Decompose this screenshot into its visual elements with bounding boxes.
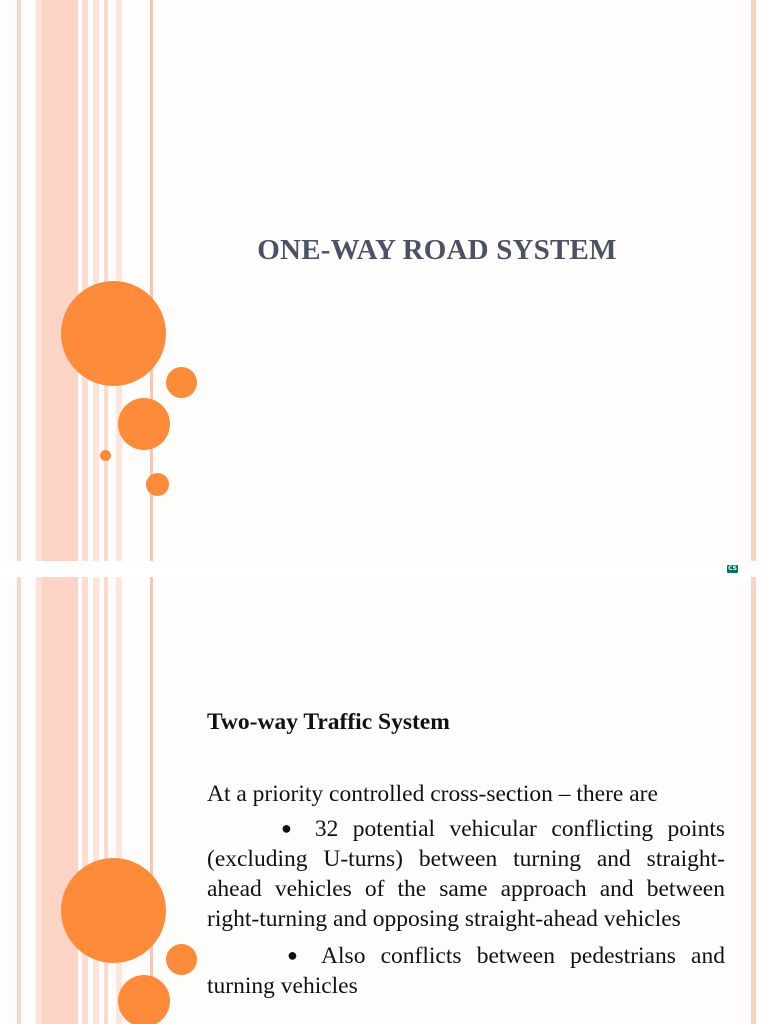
bullet-item bbox=[207, 940, 725, 1001]
decorative-circle bbox=[166, 944, 197, 975]
bullet-text: 32 potential vehicular conflicting points (excluding U-turns) between turning and straight-ahead vehicles of the same approach and between right-turning and opposing straight-ahead vehicles bbox=[207, 816, 726, 932]
decorative-stripe bbox=[82, 577, 88, 1024]
intro-text: At a priority controlled cross-section – there are bbox=[207, 781, 658, 807]
decorative-circle bbox=[118, 398, 170, 450]
slide-title: ONE-WAY ROAD SYSTEM bbox=[257, 234, 617, 266]
slide-content bbox=[207, 707, 725, 1001]
decorative-circle bbox=[146, 473, 169, 496]
decorative-stripe bbox=[17, 0, 21, 561]
decorative-stripe bbox=[150, 577, 153, 1024]
decorative-stripe bbox=[42, 577, 78, 1024]
decorative-circle bbox=[166, 367, 197, 398]
bullet-item bbox=[207, 813, 725, 934]
decorative-stripe bbox=[751, 577, 756, 1024]
decorative-stripe bbox=[82, 0, 88, 561]
slide-heading: Two-way Traffic System bbox=[207, 709, 450, 735]
decorative-circle bbox=[61, 858, 166, 963]
decorative-stripe bbox=[93, 0, 99, 561]
slide-2 bbox=[0, 577, 768, 1024]
bullet-text: Also conflicts between pedestrians and turning vehicles bbox=[207, 943, 725, 999]
decorative-stripe bbox=[17, 577, 21, 1024]
decorative-stripe bbox=[42, 0, 78, 561]
bullet-icon: ● bbox=[281, 818, 301, 838]
bullet-icon: ● bbox=[287, 945, 308, 965]
decorative-circle bbox=[100, 450, 111, 461]
decorative-circle bbox=[118, 975, 170, 1024]
decorative-circle bbox=[61, 281, 166, 386]
cs-badge-icon: CS bbox=[728, 565, 737, 572]
decorative-stripe bbox=[751, 0, 756, 561]
